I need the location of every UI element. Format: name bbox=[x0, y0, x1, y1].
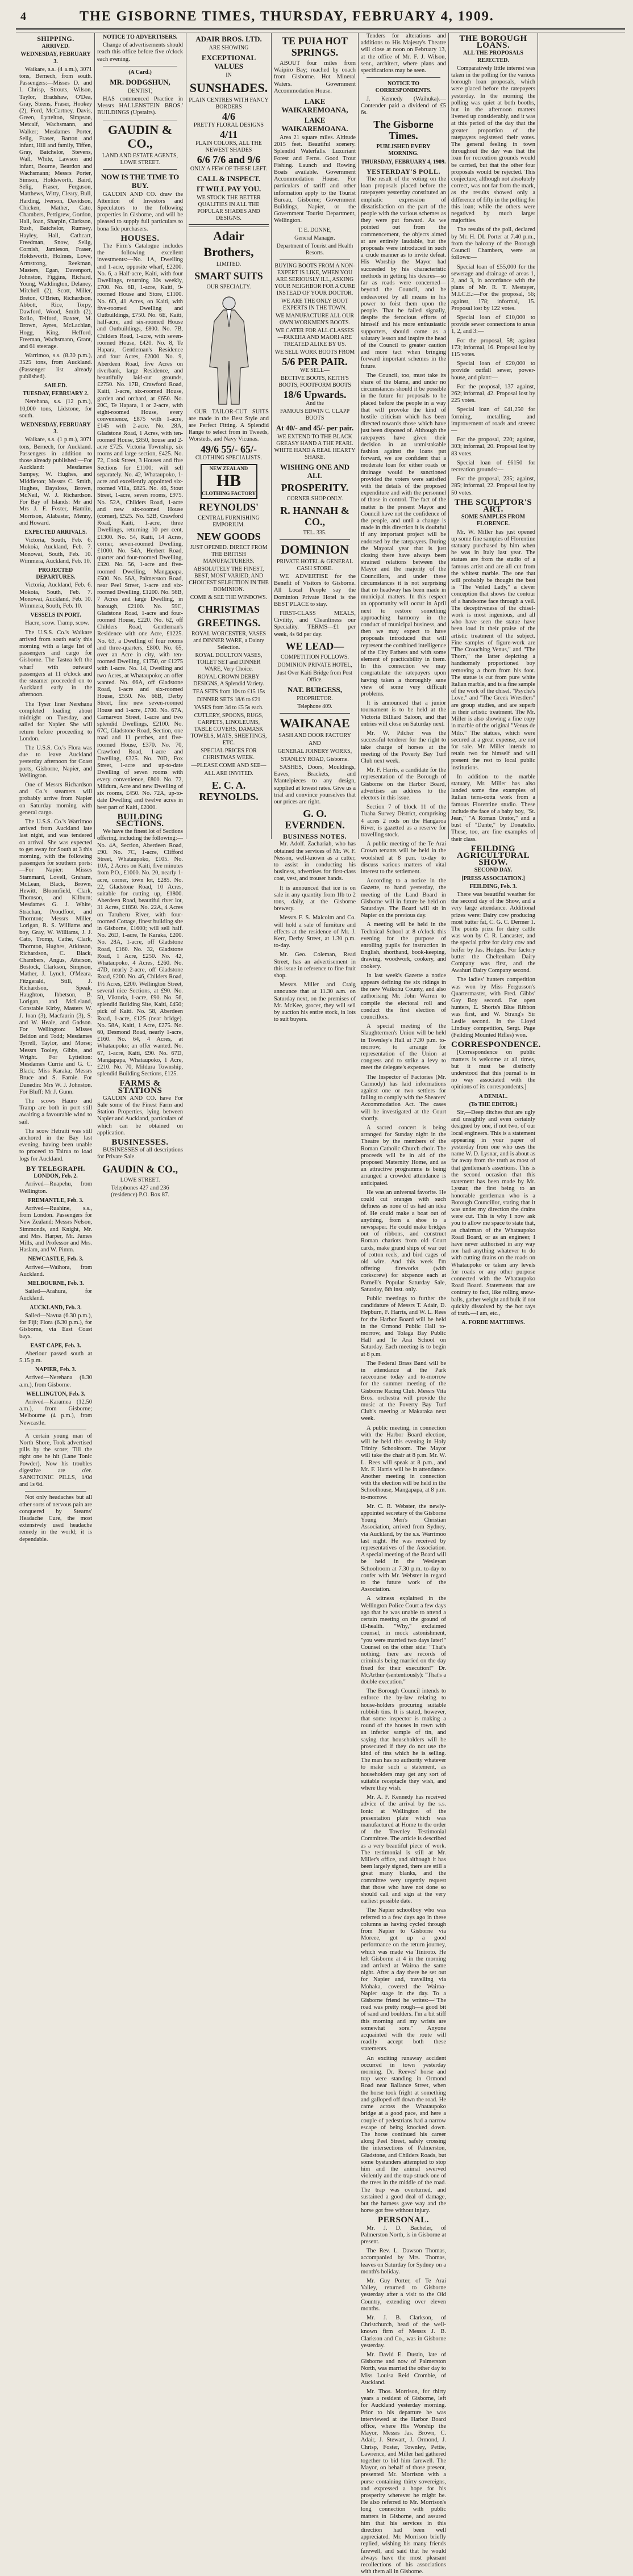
lake-heading: LAKE WAIKAREMOANA, bbox=[281, 97, 348, 115]
dinner-sets: DINNER SETS 18/6 to £21 bbox=[197, 696, 261, 703]
vases: VASES from 3d to £5 5s each. bbox=[194, 704, 264, 711]
card-label: (A Card.) bbox=[128, 69, 152, 76]
adair-logo-line2: Brothers, bbox=[203, 244, 254, 259]
article-paragraph: The Inspector of Factories (Mr. Carmody) has laid informations against one or two settlers for failing to comply with the Shearers' Accommodation Act. The cases will be investigated at the Court shortly. bbox=[361, 1074, 446, 1122]
article-paragraph: The ladies' hunters competition was won by Miss Fergusson's Quartermaster, with Fred. Gibbs' Gay Boy second. For open hunters, E. Shorts's Blue Ribbon was first, and W. Strang's Sir Leslie second. In the Lloyd Lindsay competition, Sergt. Page (Feilding Mounted Rifles) won. bbox=[451, 977, 535, 1039]
adair-showing: ARE SHOWING bbox=[209, 45, 249, 51]
farms-heading: FARMS & STATIONS bbox=[118, 1079, 163, 1095]
article-paragraph: The Federal Brass Band will be in attendance at the Park racecourse today and to-morrow for the summer meeting of the Gisborne Racing Club. Messrs Vita Bros. orchestra will provide the music at the Poverty Bay Turf Club's meeting at Makaraka next week. bbox=[361, 1360, 446, 1422]
expected-heading: EXPECTED ARRIVALS. bbox=[24, 529, 87, 536]
article-paragraph: One of Messrs Richardson and Co.'s steamers will probably arrive from Napier on Saturday morning with general cargo. bbox=[19, 781, 92, 816]
sell-work-boots: WE SELL WORK BOOTS FROM bbox=[274, 349, 355, 355]
gaudin-footer: GAUDIN & CO., bbox=[102, 1163, 178, 1175]
article-paragraph: Hacre, scow. Tramp, scow. bbox=[25, 620, 89, 627]
denial-heading: A DENIAL. bbox=[478, 1093, 508, 1100]
manufacture: WE MANUFACTURE ALL OUR OWN WORKMEN'S BOOTS. bbox=[275, 312, 355, 326]
dateline: WELLINGTON, Feb. 3. bbox=[26, 1390, 85, 1397]
and-label: AND bbox=[309, 740, 321, 747]
article-paragraph: Special loan of £20,000 to provide outfall sewer, power-house, and plant:— bbox=[451, 361, 535, 381]
all-invited: ALL ARE INVITED. bbox=[204, 770, 253, 777]
column-shipping bbox=[19, 33, 92, 1543]
advert-paragraph: GAUDIN AND CO. have For Sale some of the Finest Farm and Station Properties, lying between Napier and Auckland, particulars of which can be obtained on application. bbox=[97, 1095, 183, 1136]
correspondence-heading: CORRESPONDENCE. bbox=[451, 1040, 541, 1050]
arrived-heading: ARRIVED. bbox=[41, 43, 70, 50]
separator bbox=[25, 1491, 86, 1492]
tea-sets: TEA SETS from 10s to £15 15s bbox=[192, 688, 265, 695]
to-editor: (To THE EDITOR.) bbox=[469, 1101, 518, 1108]
dateline: WEDNESDAY, FEBRUARY 3. bbox=[20, 421, 91, 435]
famous-boots: FAMOUS EDWIN C. CLAPP BOOTS bbox=[280, 408, 350, 422]
sash-factory: SASH AND DOOR FACTORY bbox=[278, 732, 351, 739]
dateline: WEDNESDAY, FEBRUARY 3. bbox=[20, 51, 91, 65]
article-paragraph: A meeting will be held in the Technical School at 8 o'clock this evening for the purpose of enrolling pupils for instruction in English, shorthand, book-keeping, drawing, woodwork, cookery, and cookery. bbox=[361, 922, 446, 970]
published-label: PUBLISHED EVERY MORNING. bbox=[376, 144, 431, 157]
stanley-road: STANLEY ROAD, Gisborne. bbox=[281, 756, 349, 763]
column-rule bbox=[94, 33, 95, 839]
just-over-bridge: Just Over Kaiti Bridge from Post Office. bbox=[277, 669, 352, 683]
reynolds-heading: REYNOLDS' bbox=[198, 501, 259, 513]
corner-shop: CORNER SHOP ONLY. bbox=[286, 496, 343, 502]
department: Department of Tourist and Health Resorts. bbox=[276, 242, 353, 256]
article-paragraph: The scow Hetraiti was still anchored in the Bay last evening, having been unable to proceed to Tairua to load logs for Auckland. bbox=[19, 1128, 92, 1162]
article-paragraph: A special meeting of the Slaughtermen's Union will be held in Townley's Hall at 7.30 p.m. to-morrow, to arrange for representation of the Union at congress and to strike a levy to meet the delegate's expenses. bbox=[361, 1023, 446, 1071]
article-paragraph: The scows Hauro and Tramp are both in port still awaiting a favourable wind to sail. bbox=[19, 1098, 92, 1125]
gaudin-title: GAUDIN & CO., bbox=[107, 122, 173, 150]
article-paragraph: Mr. Thos. Morrison, for thirty years a resident of Gisborne, left for Auckland yesterday morning. Prior to his departure he was interviewed at the Harbor Board office, where His Worship the Mayor, Messrs Jas. Brown, C. Adair, J. Stewart, J. Ormond, J. Chrisp, Foster, Townley, Pettie, Lawrence, and Miller had gathered together to bid him farewell. The Mayor, on behalf of those present, presented Mr. Morrison with a purse containing thirty sovereigns, and expressed a hope for his prosperity wherever he might be. He also referred to Mr. Morrison's long connection with public matters in Gisborne, and assured him that his services in this direction had been well appreciated. Mr. Morrison briefly replied, wishing his many friends farewell, and said that he would always have the most pleasant recollections of his associations with them all in Gisborne. bbox=[361, 2389, 446, 2575]
article-paragraph: For the proposal, 58; against 173; informal, 16. Proposal lost by 115 votes. bbox=[451, 337, 535, 358]
advert-paragraph: We have the finest lot of Sections offering, including the following:—No. 4A, Section, Aberdeen Road, £90. No. 7C, 1-acre, Clifford Street, Whataupoko, £105. No. 10A, 2 Acres on Kaiti, five minutes from P.O., £1000. No. 20, nearly 1-acre, corner, town lot, £285. No. 22, Gladstone Road, 10 Acres, suitable for cutting up, £1800. Aberdeen Road, beautiful river lot, 31 Acres, £1850. No. 22A, 4 Acres on Taruheru River, with four-roomed Cottage, finest building site in Gisborne, £1600; will sell half. No. 26D, 1-acre, Te Karaka, £200. No. 28A, 1-acre, off Gladstone Road, £160. No. 32, Gladstone Road, 1 Acre, £250. No. 42, Whataupoko, 4 Acres, £260. No. 47D, nearly 2-acre, off Gladstone Road, £200. No. 46, Childers Road, 1½ Acres, £200. Wellington Street, several nice Sections, at £90. No. 50, Viktoria, 1-acre, £90. No. 56, splendid Building Site, Kaiti, £450; pick of Kaiti. No. 58, Aberdeen Road, 1-acre, £125 (near bridge). No. 58A, Kaiti, 1 Acre, £275. No. 60, Desmond Road, nearly 1-acre, £160. No. 64, 4 Acres, at Whataupoko; an offer wanted. No. 67, 1-acre, Kaiti, £90. No. 67D, Mangapapa, Whataupoko, 1 Acre, £210. No. 70, Mildura Township, splendid Building Sections, £125. bbox=[97, 828, 183, 1078]
article-paragraph: Special loan of £10,000 to provide sewer connections to areas 1, 2, and 3:— bbox=[451, 314, 535, 335]
hb-nz-label: NEW ZEALAND bbox=[209, 465, 248, 471]
article-paragraph: The Tyser liner Nerehana completed loading about midnight on Tuesday, and sailed for Napier. She will return before proceeding to London. bbox=[19, 701, 92, 742]
sunshades-heading: SUNSHADES. bbox=[189, 81, 268, 95]
dateline: MELBOURNE, Feb. 3. bbox=[27, 1280, 84, 1287]
separator bbox=[280, 713, 350, 714]
article-paragraph: Comparatively little interest was taken in the polling for the various borough loan proposals, which were placed before the ratepayers yesterday. In the morning the polling was quiet at both booths, but in the afternoon matters livened up considerably, and it was at this period of the day that the greater proportion of the ratepayers registered their votes. The general feeling in town throughout the day was that the loan for recreation grounds would be carried, but that the other four proposals would be rejected. This conjecture, although not absolutely correct, was not far from the mark, as the results showed only a difference of fifty in the polling for this loan; while the others were negatived by much larger majorities. bbox=[451, 65, 535, 224]
article-paragraph: Mr. David E. Dustin, late of Gisborne and now of Palmerston North, was married the other day to Miss Louisa Reid Crombie, of Auckland. bbox=[361, 2352, 446, 2386]
suit-illustration bbox=[202, 293, 256, 407]
page-number: 4 bbox=[20, 10, 26, 23]
article-paragraph: Mr. A. F. Kennedy has received advice of the arrival by the s.s. Ionic at Wellington of the presentation plate which was manufactured at Home to the order of the Townley Testimonial Committee. The article is described as a very beautiful piece of work. The testimonial is still at Mr. Miller's office, and although it has been largely signed, there are still a great many blanks, and the committee very urgently request that those who have not done so should call and sign at the very earliest possible date. bbox=[361, 1794, 446, 1905]
advert-paragraph: FIRST-CLASS MEALS, Civility, and Cleanliness our Speciality. TERMS—£1 per week, 4s 6d per day. bbox=[274, 610, 356, 638]
article-paragraph: Victoria, Auckland, Feb. 6. Mokoia, South, Feb. 7. Monowai, Auckland, Feb. 10. Wimmera, South, Feb. 10. bbox=[19, 582, 92, 610]
separator bbox=[103, 169, 177, 170]
projected-heading: PROJECTED DEPARTURES. bbox=[36, 567, 76, 581]
article-paragraph: For the proposal, 137 against, 262; informal, 42. Proposal lost by 225 votes. bbox=[451, 383, 535, 404]
only-few: ONLY A FEW OF THESE LEFT. bbox=[190, 165, 268, 172]
te-puia-heading: TE PUIA HOT SPRINGS. bbox=[281, 35, 348, 58]
lake-heading: LAKE WAIKAREMOANA. bbox=[281, 116, 348, 133]
advert-paragraph: The Firm's Catalogue includes the following excellent investments:—No. 1A, Dwelling and 1-acre, opposite wharf, £2200. No. 6, a Half-acre, Kaiti, with four Dwellings, returning 30s weekly, £700. No. 6B, 1-acre, Kaiti, 9-roomed House and Store, £1100. No. 6D, 41 Acres, on Kaiti, with five-roomed Dwelling and Outbuildings, £750. No. 6E, Kaiti, half-acre, and six-roomed House and Outbuildings, £800. No. 7B, Childers Road, 1-acre, with seven-roomed House, £420. No. 8, Te Hapara, Gentleman's Residence and four Acres, £2000. No. 9, Aberdeen Road, five Acres on riverbank, large Residence, and beautifully laid-out grounds, £2750. No. 17B, Crawford Road, Kaiti, 1-acre, six-roomed House, garden and orchard, at £650. No. 20C, Te Hapara, 1 or 2-acre, with eight-roomed House, every convenience, £875 with 1-acre, £145 with 2-acre. No. 28A, Gladstone Road, 1 Acres, with ten-roomed House, £850, house and 2-acre £725. Victoria Township, six rooms and large section, £425. No. 72, Cook Street, 3 Houses and five Sections for £1100; will sell separately. No. 42, Whataupoko, 1-acre and excellently appointed six-roomed Villa, £825. No. 46, Stout Street, 1-acre, seven rooms, £975. No. 52A, Childers Road, 1-acre and new six-roomed House (corner), £525. No. 52B, Crawford Road, Kaiti, 1-acre, three Dwellings, returning 10 per cent, £1300. No. 54, Kaiti, 14 Acres, corner, seven-roomed Dwelling, £1000. No. 54A, Herbert Road, quarter and four-roomed Dwelling, £320. No. 56, 1-acre and five-roomed Dwelling, Mangapapa, £500. No. 56A, Palmerston Road, near Peel Street, 1-acre and six-roomed Dwelling, £1200. No. 56B, 7 Acres and large Dwelling, in borough, £2100. No. 59C, Gladstone Road, 1-acre and four-roomed House, £220. No. 62, off Childers Road, Gentleman's Residence with one Acre, £1225. No. 63, a Dwelling of four rooms and three-quarters, £800. No. 65, over an Acre in city, with ten-roomed Dwelling, £1750, or £1275 with 1-acre. No. 14, Dwelling and two Acres, at Whataupoko; an offer wanted. No. 66A, off Gladstone Road, 1-acre and six-roomed House, £550. No. 66B, Derby Street, fine new seven-roomed House and 1-acre, £700. No. 67A, Carnarvon Street, 1-acre and two splendid Dwellings, £2100. No. 67C, Gladstone Road, Section, one road and 11 perches, and five-roomed House, £370. No. 70, Crawford Road, 1-acre and Dwelling, £325. No. 70D, Fox Street, 1-acre and up-to-date Dwelling of seven rooms with every convenience, £800. No. 72, Mildura, Acre and new Dwelling of six rooms, £450. No. 72A, up-to-date Dwelling and twelve acres in best part of Kaiti, £2000. bbox=[97, 243, 183, 811]
masthead-rule bbox=[16, 28, 625, 32]
article-paragraph: Waikare, s.s. (1 p.m.), 3071 tons, Bernech, for Auckland. Passengers in addition to those already published:—For Auckland: Mesdames Sampey, W. Hughes, and Middleton; Messrs C. Smith, Hughes, Daysloss, Brown, McNeil, W. J. Richardson. For Bay of Islands: Mr and Mrs J. F. Foster, Hamlin, Morrison, Alabaster, Menny, and Howard. bbox=[19, 437, 92, 526]
price: 4/11 bbox=[219, 129, 238, 141]
article-paragraph: Mr. Geo. Coleman, Read Street, has an advertisement in this issue in reference to fine fruit shop. bbox=[274, 952, 356, 979]
article-paragraph: J. Kennedy (Waihuka).—Contender paid a dividend of £5 6s. bbox=[361, 95, 446, 116]
adair-limited: LIMITED. bbox=[216, 261, 241, 267]
poll-heading: YESTERDAY'S POLL. bbox=[366, 167, 441, 175]
article-paragraph: In addition to the marble statuary, Mr. Miller has also landed some fine examples of Italian terra-cotta work from a famous Florentine studio. These include the face of a baby boy, "St. Jean," "A Roman Orator," and a bust of "Dante," by Donatello. These, too, are fine examples of their class. bbox=[451, 773, 535, 843]
dodgshun-name: MR. DODGSHUN, bbox=[110, 78, 170, 87]
article-paragraph: Mr. Guy Porter, of Te Arai Valley, returned to Gisborne yesterday after a visit to the Old Country, extending over eleven months. bbox=[361, 2277, 446, 2312]
column-adair bbox=[189, 33, 269, 839]
notice-heading: NOTICE TO ADVERTISERS. bbox=[102, 34, 178, 40]
please-come: —PLEASE COME AND SEE— bbox=[191, 762, 266, 769]
dateline: NEWCASTLE, Feb. 3. bbox=[28, 1256, 84, 1263]
column-editorial bbox=[361, 33, 446, 2575]
article-paragraph: Messrs Miller and Craig announce that at 11.30 a.m. on Saturday next, on the premises of Mr. McKee, grocer, they will sell by auction his entire stock, in lots to suit buyers. bbox=[274, 982, 356, 1023]
central-emporium: CENTRAL FURNISHING EMPORIUM. bbox=[198, 514, 260, 528]
article-paragraph: The U.S.S. Co.'s Warrimoo arrived from Auckland late last night, and was tendered on arrival. She was expected to get away for South at 3 this morning, with the following passengers for southern ports:—For Napier: Misses Stammard, Lovell, Graham, McLean, Black, Brown, Hewitt, Bloomfield, Clark, Thomson, and Kilburn; Mesdames G. J. White, Strachan, Proudfoot, and Thornton; Messrs Miller, Lorigan, R. S. Williams and boy, Gray, W. Williams, J. J. Cato, Tromp, Cathe, Clark, Thornton, Hughes, Atkinson, Richardson, C. Black, Chambers, Angus, Atterson, Bostock, Clarkson, Simpson, Mather, J. Lynch, O'Meara, Fitzgerald, Still, J. Richardson, Speak, Haughton, Ibbetson, B. Lorigan, and McLeland, Constable Kirby, Masters W. J. Ioan (3), Macfaurin (3), S. and W. Heale, and Gadson. For Wellington: Misses Beldon and Todd; Mesdames Tyrrell, Taylor, and Morse; Messrs Tooley, Gibbs, and Wright. For Lyttelton: Mesdames Currie and G. C. Black; Miss Karaka; Messrs Bruce and S. Farnie. For Dunedin: Mrs W. J. Johnston. For Bluff: Mr J. Gunn. bbox=[19, 818, 92, 1095]
shipping-heading: SHIPPING. bbox=[37, 35, 74, 43]
clothing-specialists: CLOTHING SPECIALISTS. bbox=[195, 454, 263, 461]
article-paragraph: For the proposal, 235; against, 285; informal, 22. Proposal lost by 50 votes. bbox=[451, 476, 535, 496]
article-paragraph: It is announced that ice is on sale in any quantity from 1lb to 2 tons, daily, at the Gisborne brewery. bbox=[274, 885, 356, 912]
come-see: COME & SEE THE WINDOWS. bbox=[190, 594, 268, 601]
article-paragraph: According to a notice in the Gazette, to hand yesterday, the meeting of the Land Board in Gisborne will in future be held on Saturdays. The Board will sit in Napier on the previous day. bbox=[361, 878, 446, 919]
dateline: AUCKLAND, Feb. 3. bbox=[30, 1304, 82, 1311]
separator bbox=[280, 259, 350, 260]
cater: WE CATER FOR ALL CLASSES—PAKEHA AND MAORI ARE TREATED ALIKE BY US. bbox=[276, 327, 354, 347]
article-paragraph: It is announced that a junior tournament is to be held at the Victoria Billiard Saloon, and that entries will close on Saturday next. bbox=[361, 700, 446, 727]
building-heading: BUILDING SECTIONS. bbox=[116, 812, 164, 828]
article-paragraph: Mr. F. Harris, a candidate for the representation of the Borough of Gisborne on the Harbor Board, advertises an address to the electors in this issue. bbox=[361, 767, 446, 801]
royal-doulton: ROYAL DOULTON VASES, TOILET SET and DINNER WARE, Very Choice. bbox=[195, 652, 263, 672]
in-label: IN bbox=[226, 72, 232, 78]
price: 6/6 7/6 and 9/6 bbox=[197, 154, 261, 166]
gaudin-telephone: Telephones 427 and 236 (residence) P.O. Box 87. bbox=[111, 1184, 169, 1198]
donne-name: T. E. DONNE, bbox=[298, 227, 332, 233]
hb-logo bbox=[201, 464, 257, 499]
burgess-name: NAT. BURGESS, bbox=[288, 685, 342, 694]
article-paragraph: Warrimoo, s.s. (8.30 p.m.), 3525 tons, from Auckland. (Passenger list already published). bbox=[19, 353, 92, 380]
article-paragraph: The Rev. L. Dawson Thomas, accompanied by Mrs. Thomas, leaves on Saturday for Sydney on a month's holiday. bbox=[361, 2248, 446, 2275]
paper-date: THURSDAY, FEBRUARY 4, 1909. bbox=[361, 158, 446, 165]
advert-paragraph: BUSINESSES of all descriptions for Private Sale. bbox=[97, 1147, 183, 1161]
article-paragraph: A public meeting of the Te Arai Crown tenants will be held in the woolshed at 8 p.m. to-day to discuss various matters of vital interest to the settlement. bbox=[361, 841, 446, 875]
article-paragraph: A witness explained in the Wellington Police Court a few days ago that he was unable to attend a certain meeting on the ground of ill-health. "Why," exclaimed counsel, in mock astonishment, "you were married two days later!" Counsel on the other side: "That's nothing; there are records of criminals being married on the day fixed for their execution!" Dr. McArthur (sententiously): "That's a double execution." bbox=[361, 1595, 446, 1685]
we-lead: WE LEAD— bbox=[285, 640, 344, 652]
article-paragraph: The U.S.S. Co.'s Waikare arrived from south early this morning with a large list of passengers and cargo for Gisborne. The Tastea left the wharf with outward passengers at 11 o'clock and the steamer proceeded on to Auckland early in the afternoon. bbox=[19, 629, 92, 698]
article-paragraph: The Council, too, must take its share of the blame, and under no circumstances should it be possible in the future for proposals to be placed before the people in a way that will provoke the kind of hostile criticism which has been directed towards those which have just been disposed of. Although the ratepayers have given their decision in an unmistakable fashion against the loans put forward, we are confident that a moderate loan for either roads or drainage would be sanctioned provided the voters were satisfied with the details of the proposed expenditure and with the personnel of those in control. The fact of the matter is the present Mayor and Council have not the confidence of the people, and until a change is made in this direction it is doubtful if any important project will be endorsed by the ratepayers. During the Mayoral year that is just closing there have always been strained relations between the Mayor and the majority of the Councillors, and under these circumstances it is not surprising that no headway has been made in municipal matters. In this respect an opportunity will occur in April next to restore something approaching harmony in the conduct of municipal business, and then we may expect to have proposals introduced that will represent the combined intelligence of the City Fathers and with some element of practicability in them. In this connection we may congratulate the ratepayers upon having taken a thoroughly sane view of some very difficult problems. bbox=[361, 372, 446, 698]
dodgshun-title: DENTIST, bbox=[127, 88, 153, 95]
advert-paragraph: HAS commenced Practice in Messrs HALLENSTEIN BROS.' BUILDINGS (Upstairs). bbox=[97, 96, 183, 116]
article-paragraph: Waikare, s.s. (4 a.m.), 3071 tons, Bernech, from south. Passengers:—Misses D. and I. Chrisp, Strouts, Wilson, Taylor, Bradshaw, O'Dea, Gray, Steens, Fraser, Hookey (2), Ford, McCartney, Davis, Green, Lyttelton, Simpson, Metcalf, Wachsmann, and Walker; Mesdames Porter, Selig, Fraser, Barton and infant, Hill and family, Tiffen, Gray, Batchelor, Stevens, Wall, White, Lawson and infant, Bourne, Beardon and Wachsmann; Messrs Porter, Simson, Holdsworth, Baird, Selig, Fraser, Ferguson, Matthews, Witty, Cleary, Bull, Harding, Iverson, Davidson, Chicken, Mather, Cato, Chambers, Pettigrew, Gordon, Hall, Ioan, Sharpin, Clarkson, Rush, Batchelor, Rumsey, Hayley, Hall, Cathcart, Freedman, Snow, Selig, Cornish, Jamieson, Fraser, Holdsworth, Holmes, Lowe, Armstrong, Reekman, Masters, Egan, Davenport, Johnston, Figgins, Richard, Young, Waddington, Delaney, Mitchell (2), Scott, Miller, Breton, O'Brien, Richardson, Abbott, Rice, Torpy, Dawford, Wood, Smith (2), Rollo, Telford, Baxter, M. Brown, Ayres, McLachlan, Hogg, King, Hefford, Freeman, Wachsmann, Grant, and 61 steerage. bbox=[19, 66, 92, 350]
only-boot-experts: WE ARE THE ONLY BOOT EXPERTS IN THE TOWN. bbox=[281, 298, 348, 311]
article-paragraph: An exciting runaway accident occurred in town yesterday morning. Dr. Reeves' horse and trap were standing in Ormond Road near Ballance Street, when the horse took fright at something and galloped off down the road. He came across the Whataupoko bridge at a good pace, and here a couple of pedestrians had a narrow escape of being knocked down. The horse continued his career along Peel Street, safely crossing the intersections of Palmerston, Gladstone, and Childers Roads, but some bystanders attempted to stop him and the animal swerved violently and the trap struck one of the trees in the middle of the road. The trap was overturned, and sustained a good deal of damage, but the harness gave way and the horse got free without injury. bbox=[361, 2055, 446, 2214]
advert-paragraph: GAUDIN AND CO. draw the Attention of Investors and Speculators to the following properties in Gisborne, and will be pleased to supply full particulars to bona fide purchasers. bbox=[97, 191, 183, 232]
article-paragraph: The U.S.S. Co.'s Flora was due to leave Auckland yesterday afternoon for Coast ports, Gisborne, Napier, and Wellington. bbox=[19, 744, 92, 779]
article-paragraph: Mr. W. Pilcher was the successful tenderer for the right to take charge of horses at the meeting of the Poverty Bay Turf Club next week. bbox=[361, 730, 446, 764]
article-paragraph: The Napier schoolboy who was referred to a few days ago in these columns as having cycled through from Napier to Gisborne via Moreee, got up a good performance on the return journey, which was made via Tiniroto. He left Gisborne at 4 in the morning and arrived at Wairoa the same night. After a day there he set out for Napier and, travelling via Mohaka, covered the Wairoa-Napier stage in the day. To a Gisborne friend he writes:—"The road was pretty rough—a good bit of sand and boulders. I'm a bit stiff this morning and my wrists are somewhat sore." Anyone acquainted with the route will readily accept both these statements. bbox=[361, 1907, 446, 2053]
absolutely-finest: ABSOLUTELY THE FINEST, BEST, MOST VARIED, AND CHOICEST SELECTION IN THE DOMINION. bbox=[189, 566, 269, 593]
we-sell: WE SELL— bbox=[300, 367, 330, 374]
dateline: LONDON, Feb. 2. bbox=[34, 1173, 78, 1180]
dominion-heading: DOMINION bbox=[281, 542, 349, 557]
loans-heading: THE BOROUGH LOANS. bbox=[459, 34, 527, 51]
advert-paragraph: Not only headaches but all other sorts of nervous pain are conquered by Stearns' Headache Cure, the most extensively used headache remedy in the world; it is dependable. bbox=[19, 1494, 92, 1543]
dateline: NAPIER, Feb. 3. bbox=[35, 1367, 76, 1373]
press-association: [PRESS ASSOCIATION.] bbox=[461, 875, 525, 882]
dateline: FREMANTLE, Feb. 3. bbox=[28, 1197, 84, 1204]
article-paragraph: Section 7 of block 11 of the Tuaha Survey District, comprising 4 acres 2 rods on the Hangaroa River, is gazetted as a reserve for travelling stock. bbox=[361, 804, 446, 838]
column-adverts bbox=[274, 33, 356, 1023]
advert-paragraph: Area 21 square miles. Altitude 2015 feet. Beautiful scenery. Splendid Waterfalls. Luxuriant Forest and Ferns. Good Trout Fishing. Launch and Rowing Boats available. Government Accommodation House. For particulars of tariff and other information apply to the Tourist Bureau, Gisborne; Government Buildings, Napier, or the Government Tourist Department, Wellington. bbox=[274, 135, 356, 224]
article-paragraph: Special loan of £55,000 for the sewerage and drainage of areas 1, 2, and 3, in accordance with the plans of Mr. R. T. Mestayer, M.I.C.E.:—For the proposal, 56; against, 178; informal, 15. Proposal lost by 122 votes. bbox=[451, 263, 535, 312]
article-paragraph: Tenders for alterations and additions to His Majesty's Theatre will close at noon on February 13, at the office of Mr. F. J. Wilson, senr., architect, where plans and specifications may be seen. bbox=[361, 33, 446, 74]
royal-worcester: ROYAL WORCESTER, VASES and DINNER WARE, a Dainty Selection. bbox=[191, 630, 266, 651]
plain-colors: PLAIN COLORS, ALL THE NEWEST SHADES bbox=[195, 140, 262, 154]
article-paragraph: [Correspondence on public matters is welcome at all times, but it must be distinctly understood that this journal is in no way associated with the opinions of its correspondents.] bbox=[451, 1049, 535, 1091]
article-paragraph: Special loan of £6150 for recreation grounds:— bbox=[451, 459, 535, 473]
hb-factory-label: CLOTHING FACTORY bbox=[201, 491, 256, 497]
dateline: FEILDING, Feb. 3. bbox=[469, 883, 517, 890]
column-rule bbox=[448, 33, 449, 839]
price: 18/6 Upwards. bbox=[283, 388, 347, 400]
advert-paragraph: A certain young man of North Shore, Took advertised pills by the score; Till the right one he hit (Lane Tonic Powder), Now his troubles digestive are o'er. SANOTONIC PILLS, 1/0d and 1s 6d. bbox=[19, 1432, 92, 1488]
exceptional-values: EXCEPTIONAL VALUES bbox=[201, 53, 256, 70]
greetings-heading: GREETINGS. bbox=[197, 617, 261, 629]
prosperity: PROSPERITY. bbox=[281, 482, 349, 494]
dateline: EAST CAPE, Feb. 3. bbox=[30, 1342, 81, 1349]
article-paragraph: Arrived—Nerehana (8.30 a.m.), from Gisborne. bbox=[19, 1375, 92, 1388]
article-paragraph: Messrs F. S. Malcolm and Co. will hold a sale of furniture and effects at the residence of Mr. J. Kerr, Derby Street, at 1.30 p.m. to-day. bbox=[274, 915, 356, 949]
competition-follows: COMPETITION FOLLOWS. bbox=[281, 654, 349, 660]
pretty-designs: PRETTY FLORAL DESIGNS bbox=[193, 122, 264, 129]
advert-paragraph: SASHES, Doors, Mouldings, Eaves, Brackets, and Mantelpieces to any design, supplied at lowest rates. Give us a trial and convince yourselves that our prices are right. bbox=[274, 764, 356, 805]
reynolds-name: E. C. A. REYNOLDS. bbox=[199, 779, 259, 802]
hannah-telephone: TEL. 335. bbox=[303, 530, 327, 537]
suit-prices: 49/6 55/- 65/- bbox=[201, 443, 257, 455]
burgess-title: PROPRIETOR. bbox=[297, 695, 333, 702]
article-paragraph: The results of the poll, declared by Mr. H. DL Porter at 7.40 p.m., from the balcony of the Borough Council Chambers, were as follows:— bbox=[451, 227, 535, 261]
smart-suits: SMART SUITS bbox=[194, 270, 263, 282]
column-rule bbox=[271, 33, 272, 839]
sculptor-heading: THE SCULPTOR'S ART. bbox=[454, 497, 532, 514]
article-paragraph: Mr. J. B. Clarkson, of Christchurch, head of the well-known firm of Messrs J. B. Clarkson and Co., was in Gisborne yesterday. bbox=[361, 2314, 446, 2349]
article-paragraph: Victoria, South, Feb. 6. Mokoia, Auckland, Feb. 7. Monowai, South, Feb. 10. Wimmera, Auckland, Feb. 10. bbox=[19, 537, 92, 564]
article-paragraph: Special loan of £41,250 for forming, metalling, and improvement of roads and streets:— bbox=[451, 407, 535, 434]
article-paragraph: Arrived—Karamea (12.50 a.m.), from Gisborne; Melbourne (4 p.m.), from Newcastle. bbox=[19, 1398, 92, 1426]
article-paragraph: Sailed—Navua (6.30 p.m.), for Fiji; Flora (6.30 p.m.), for Gisborne, via East Coast bays. bbox=[19, 1312, 92, 1340]
stock-note: WE STOCK THE BETTER QUALITIES IN ALL THE POPULAR SHADES AND DESIGNS. bbox=[197, 194, 261, 221]
new-goods: NEW GOODS bbox=[197, 530, 261, 542]
feilding-subheading: SECOND DAY. bbox=[474, 867, 513, 874]
cutlery: CUTLERY, SPOONS, RUGS, CARPETS, LINOLEUMS, TABLE COVERS, DAMASK TOWELS, MATS, SHEETINGS, ETC. bbox=[190, 712, 267, 746]
article-paragraph: Aberlour passed south at 5.15 p.m. bbox=[19, 1350, 92, 1364]
article-paragraph: Mr. C. R. Webster, the newly-appointed secretary of the Gisborne Young Men's Christian Association, arrived from Sydney, via Auckland, by the s.s. Warrimoo last night. He was received by representatives of the Association. A special meeting of the Board will be held in the Wesleyan Schoolroom at 7.30 p.m. to-day to confer with Mr. Webster in regard to the future work of the Association. bbox=[361, 1503, 446, 1593]
separator bbox=[367, 77, 440, 78]
joinery-works: GENERAL JOINERY WORKS, bbox=[277, 748, 352, 755]
sculptor-subheading: SOME SAMPLES FROM FLORENCE. bbox=[461, 514, 526, 527]
ornament-rule bbox=[189, 224, 269, 227]
article-paragraph: Mr. W. Miller has just opened up some fine samples of Florentine statuary purchased by him when he was in Italy last year. The statues are from the studio of a famous artist and are all cut from the whitest marble. The one that will probably be thought the best is "The Veiled Lady," a clever conception that shows the contour of a handsome face through a veil. The deceptiveness of the chisel-work is most ingenious, and all who have seen the statue have been loud in their praise of the artistic treatment of the subject. Fine samples of figure-work are "The Crouching Venus," and "The Thorn," the latter depicting a handsomely proportioned boy removing a thorn from his foot. The statue is cut from pure white Italian marble, and is a fine sample of the work of the chisel. "Psyche's Love," and "The Greek Wrestlers" are group studies, and are superb in their artistic treatment. The Mr. Miller is also showing a fine copy in marble of the original "Venus de Milo." The statues, which were secured at a great expense, are not for sale. Mr. Miller intends to retain two for himself and will present the rest to local public institutions. bbox=[451, 529, 535, 771]
feilding-heading: FEILDING AGRICULTURAL SHOW. bbox=[457, 844, 530, 868]
just-opened: JUST OPENED. DIRECT FROM THE BRITISH MANUFACTURERS. bbox=[190, 544, 268, 564]
column-rule bbox=[358, 33, 359, 839]
wishing: WISHING ONE AND ALL bbox=[280, 463, 350, 480]
famous-price: At 40/- and 45/- per pair. bbox=[276, 424, 354, 433]
christmas-heading: CHRISTMAS bbox=[197, 603, 260, 615]
notice-paragraph: Change of advertisements should reach this office before five o'clock each evening. bbox=[97, 42, 183, 62]
dominion-private: DOMINION PRIVATE HOTEL, bbox=[277, 661, 352, 668]
article-paragraph: Sir,—Deep ditches that are ugly and unsightly and even certainly designed by one, if not two, of our local engineers. This is a statement appearing in your paper of yesterday from one who uses the name W. D. Lysnar, and is about as far away from the truth as most of that gentleman's assertions. This is the second occasion that this statement has been made by Mr. Lysnar, the first being to an honorable gentleman who is a Borough Councillor, stating that it was under my direction the drains were cut. This is why I now ask you to allow me space to state that, as chairman of the Whataupoko Road Board, or as an engineer, I have never authorised in any way nor had anything whatever to do with cutting drains on the roads on Whataupoko or taken any levels for roads or any other purpose connected with the Whataupoko Road Board. Statements that are contrary to fact, like rolling snow-balls, gather weight and bulk if not quickly dissolved by the hot rays of truth.—I am, etc., bbox=[451, 1109, 535, 1317]
article-paragraph: Nerehana, s.s. (12 p.m.), 10,000 tons, Lidstone, for south. bbox=[19, 399, 92, 419]
business-notes-heading: BUSINESS NOTES. bbox=[282, 832, 347, 841]
article-paragraph: Arrived—Waihora, from Auckland. bbox=[19, 1264, 92, 1277]
advert-paragraph: ABOUT four miles from Waipiro Bay; reached by coach from Gisborne. Hot Mineral Waters. Government Accommodation House. bbox=[274, 60, 356, 94]
royal-crown-derby: ROYAL CROWN DERBY DESIGNS, A Splendid Variety. bbox=[193, 673, 264, 687]
price: 5/6 PER PAIR. bbox=[282, 355, 348, 367]
article-paragraph: Arrived—Ruapehu, from Wellington. bbox=[19, 1181, 92, 1195]
extend-hand: WE EXTEND TO THE BLACK GREASY HAND A THE PEARL WHITE HAND A REAL HEARTY SHAKE. bbox=[274, 434, 356, 461]
boot-names: BECTIVE BOOTS, KEITH'S BOOTS, FOOTFORM BOOTS bbox=[278, 375, 351, 388]
our-specialty: OUR SPECIALTY. bbox=[206, 283, 251, 290]
masthead-title: THE GISBORNE TIMES, THURSDAY, FEBRUARY 4, 1909. bbox=[80, 9, 494, 24]
article-paragraph: A sacred concert is being arranged for Sunday night in the Theatre by the members of the Roman Catholic Church choir. The proceeds will be in aid of the proposed Maternity Home, and as an attractive programme is being arranged a crowded attendance is anticipated. bbox=[361, 1125, 446, 1187]
sailed-heading: SAILED. bbox=[44, 382, 67, 389]
dateline: TUESDAY, FEBRUARY 2. bbox=[23, 391, 89, 397]
signature: A. FORDE MATTHEWS. bbox=[461, 1320, 525, 1326]
paper-title: The Gisborne Times. bbox=[373, 119, 434, 142]
gaudin-footer-street: LOWE STREET. bbox=[120, 1176, 160, 1183]
column-loans bbox=[451, 33, 541, 1326]
article-paragraph: He was an universal favorite. He could cut oranges with such deftness as none of us had an idea of. He could make a boat out of anything, from a shoe to a newspaper. He could make bridges out of ribbons, and construct Roman chariots from old Court cards, make grand ships of war out of cotton reels, and bird cages of old wire. And this week I'm offering fireworks (with corkscrew) for sixpence each at Parnell's Popular Saturday Sale, Saturday, 6th inst. only. bbox=[361, 1189, 446, 1293]
article-paragraph: Mr. Adolf. Zachariah, who has obtained the services of Mr. W. F. Nesson, well-known as a cutter, to assist in conducting his business, advertises for first-class coat, vest, and trouser hands. bbox=[274, 841, 356, 882]
call-inspect: CALL & INSPECT. bbox=[197, 174, 261, 183]
gaudin-subtitle: LAND AND ESTATE AGENTS, LOWE STREET. bbox=[102, 152, 178, 166]
correspondents-heading: NOTICE TO CORRESPONDENTS. bbox=[375, 81, 432, 94]
article-paragraph: In last week's Gazette a notice appears defining the six ridings in the new Waikohu County, and also authorising Mr. John Warren to compile the electoral roll and conduct the first election of councillors. bbox=[361, 972, 446, 1021]
article-paragraph: The Borough Council intends to enforce the by-law relating to house-holders procuring suitable rubbish tins. It is stated, however, that some inspector is making a round of the houses in town with an inferior sample of tin, and saying that householders will be prosecuted if they do not use the kind of tins which he is selling. The man has no authority whatever to make such a statement, as householders may get any sort of suitable receptacle they wish, and where they wish. bbox=[361, 1688, 446, 1791]
advert-paragraph: OUR TAILOR-CUT SUITS are made in the Best Style and are Perfect Fitting. A Splendid Range to select from in Tweeds, Worsteds, and Navy Vicunas. bbox=[189, 408, 269, 443]
burgess-telephone: Telephone 409. bbox=[297, 703, 332, 710]
plain-centres: PLAIN CENTRES WITH FANCY BORDERS bbox=[189, 97, 269, 110]
vessels-heading: VESSELS IN PORT. bbox=[30, 612, 81, 619]
article-paragraph: The result of the voting on the loan proposals placed before the ratepayers yesterday constituted an emphatic expression of dissatisfaction on the part of the people with the various schemes as they were put forward. As we pointed out from the commencement, the objects aimed at are entirely laudable, but the proposals were introduced in such a crude manner as to invite defeat. His Worship the Mayor had succeeded by his characteristic methods in getting his desires—so far as roads were concerned—beyond the Council, and he endeavored by all means in his power to foist them upon the people. That he failed signally, despite the ferocious efforts of himself and his more enthusiastic supporters, should come as a salutary lesson and inspire the head of the Council to greater caution and more tact when bringing forward important schemes in the future. bbox=[361, 176, 446, 370]
article-paragraph: Mr. J. D. Bacheler, of Palmerston North, is in Gisborne at present. bbox=[361, 2225, 446, 2245]
private-hotel: PRIVATE HOTEL & GENERAL CASH STORE. bbox=[276, 559, 353, 572]
and-the: And the bbox=[306, 400, 324, 407]
businesses-heading: BUSINESSES. bbox=[111, 1138, 169, 1147]
personal-heading: PERSONAL. bbox=[378, 2215, 429, 2225]
advert-paragraph: WE ADVERTISE for the Benefit of Visitors to Gisborne. All Local People say the Dominion Private Hotel is the BEST PLACE to stay. bbox=[274, 573, 356, 608]
loans-subheading: ALL THE PROPOSALS REJECTED. bbox=[463, 50, 523, 64]
adair-name: ADAIR BROS. LTD. bbox=[195, 35, 262, 43]
now-time-heading: NOW IS THE TIME TO BUY. bbox=[101, 172, 180, 190]
article-paragraph: There was beautiful weather for the second day of the Show, and a very large attendance. Additional prizes were: Dairy cow producing most butter fat, C. G. C. Dermer 1. The points prize for dairy cattle was won by C. R. Lancaster, and the special prize for dairy cow and heifer by Jas. Hodges. For factory butter the Cheltenham Dairy Company was first, and the Awahuri Dairy Company second. bbox=[451, 891, 535, 974]
telegraph-heading: BY TELEGRAPH. bbox=[26, 1164, 85, 1172]
will-pay: IT WILL PAY YOU. bbox=[196, 184, 261, 193]
separator bbox=[280, 539, 350, 540]
article-paragraph: For the proposal, 220; against, 303; informal, 20. Proposal lost by 83 votes. bbox=[451, 437, 535, 457]
masthead bbox=[16, 8, 625, 27]
article-paragraph: Sailed—Arahura, for Auckland. bbox=[19, 1288, 92, 1302]
column-gaudin bbox=[97, 33, 183, 1198]
article-paragraph: A public meeting, in connection with the Harbor Board election, will be held this evening in Holy Trinity Schoolroom. The Mayor will take the chair at 8 p.m. Mr. W. L. Rees will speak at 8 p.m., and Mr. F. Harris will be in attendance. Another meeting in connection with the election will be held in the Schoolhouse, Mangapapa, at 8 p.m. to-morrow. bbox=[361, 1425, 446, 1501]
donne-title: General Manager. bbox=[294, 234, 335, 241]
buying-boots: BUYING BOOTS FROM A NON-EXPERT IS LIKE, WHEN YOU ARE SERIOUSLY ILL, ASKING YOUR NEIGHBOR FOR A CURE INSTEAD OF YOUR DOCTOR. bbox=[274, 262, 356, 296]
article-paragraph: Public meetings to further the candidature of Messrs T. Adair, D. Hepburn, F. Harris, and W. L. Rees for the Harbor Board will be held in the Ormond Public Hall to-morrow, and Tolaga Bay Public Hall and Te Arai School on Saturday. Each meeting is to begin at 8 p.m. bbox=[361, 1295, 446, 1358]
evernden-name: G. O. EVERNDEN. bbox=[285, 808, 345, 831]
article-paragraph: Arrived—Ruahine, s.s., from London. Passengers for New Zealand: Messrs Nelson, Simmonds, and Knight, Mr. and Mrs. Harper, Mr. James Mills, and Professor and Mrs. Haslam, and W. Pimm. bbox=[19, 1205, 92, 1254]
hb-letters: HB bbox=[216, 471, 241, 491]
hannah-name: R. HANNAH & CO., bbox=[280, 505, 349, 528]
adair-logo-line1: Adair bbox=[213, 228, 244, 243]
special-prices: SPECIAL PRICES FOR CHRISTMAS WEEK. bbox=[201, 747, 257, 761]
houses-heading: HOUSES. bbox=[120, 233, 160, 243]
waikanae-heading: WAIKANAE bbox=[280, 715, 350, 730]
price: 4/6 bbox=[222, 111, 235, 122]
